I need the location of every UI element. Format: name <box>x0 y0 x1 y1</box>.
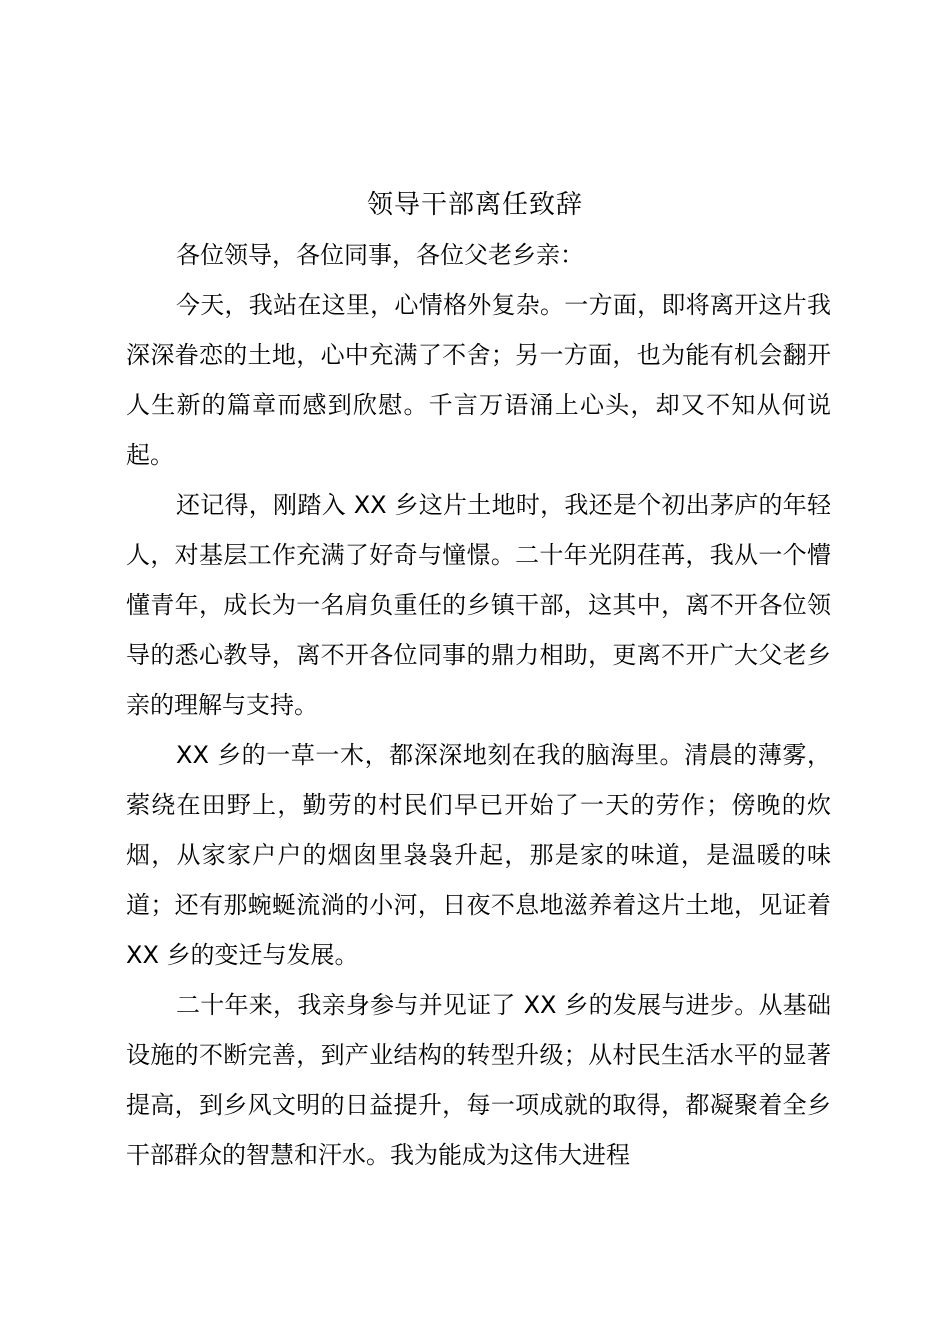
paragraph-memories: 还记得，刚踏入 XX 乡这片土地时，我还是个初出茅庐的年轻人，对基层工作充满了好奇与憧憬。二十年光阴荏苒，我从一个懵懂青年，成长为一名肩负重任的乡镇干部，这其中，离不开各位领导的悉心教导，离不开各位同事的鼎力相助，更离不开广大父老乡亲的理解与支持。 <box>126 491 831 719</box>
paragraph-scenery: XX 乡的一草一木，都深深地刻在我的脑海里。清晨的薄雾，萦绕在田野上，勤劳的村民们早已开始了一天的劳作；傍晚的炊烟，从家家户户的烟囱里袅袅升起，那是家的味道，是温暖的味道；还有那蜿蜒流淌的小河，日夜不息地滋养着这片土地，见证着 XX 乡的变迁与发展。 <box>126 741 831 969</box>
paragraph-development: 二十年来，我亲身参与并见证了 XX 乡的发展与进步。从基础设施的不断完善，到产业结构的转型升级；从村民生活水平的显著提高，到乡风文明的日益提升，每一项成就的取得，都凝聚着全乡干部群众的智慧和汗水。我为能成为这伟大进程 <box>126 991 831 1169</box>
document-title: 领导干部离任致辞 <box>366 190 583 220</box>
paragraph-opening: 今天，我站在这里，心情格外复杂。一方面，即将离开这片我深深眷恋的土地，心中充满了不舍；另一方面，也为能有机会翻开人生新的篇章而感到欣慰。千言万语涌上心头，却又不知从何说起。 <box>126 291 831 469</box>
document-body <box>126 230 831 1180</box>
paragraph-salutation: 各位领导，各位同事，各位父老乡亲： <box>176 241 584 269</box>
